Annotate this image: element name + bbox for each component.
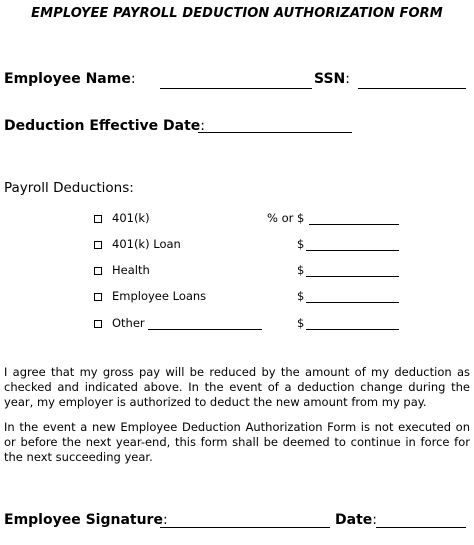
effective-date-colon: : xyxy=(200,118,206,134)
ssn-label: SSN xyxy=(314,71,346,87)
effective-date-label-group xyxy=(4,118,205,134)
amount-prefix-401k: % or $ xyxy=(267,211,305,225)
amount-field-other[interactable] xyxy=(306,329,399,330)
ssn-label-group xyxy=(314,71,350,87)
deduction-label-401k-loan: 401(k) Loan xyxy=(112,237,181,251)
amount-prefix-employee-loans: $ xyxy=(297,289,305,303)
amount-field-health[interactable] xyxy=(306,276,399,277)
signature-field[interactable] xyxy=(160,527,330,528)
checkbox-health[interactable] xyxy=(94,267,102,275)
checkbox-other[interactable] xyxy=(94,320,102,328)
checkbox-401k-loan[interactable] xyxy=(94,241,102,249)
payroll-deductions-heading: Payroll Deductions: xyxy=(4,180,134,196)
agreement-paragraph-2: In the event a new Employee Deduction Authorization Form is not executed on or before the next year-end, this form shall be deemed to continue in force for the next succeeding year. xyxy=(4,420,470,464)
employee-name-colon: : xyxy=(130,71,136,87)
form-title: EMPLOYEE PAYROLL DEDUCTION AUTHORIZATION FORM xyxy=(31,6,443,21)
signature-label: Employee Signature xyxy=(4,512,163,528)
amount-field-401k-loan[interactable] xyxy=(306,250,399,251)
signature-colon: : xyxy=(162,512,168,528)
amount-field-401k[interactable] xyxy=(309,224,399,225)
employee-name-label-group xyxy=(4,71,136,87)
amount-prefix-401k-loan: $ xyxy=(297,237,305,251)
deduction-label-401k: 401(k) xyxy=(112,211,150,225)
amount-prefix-other: $ xyxy=(297,316,305,330)
date-label-group xyxy=(335,512,377,528)
amount-prefix-health: $ xyxy=(297,263,305,277)
amount-field-employee-loans[interactable] xyxy=(306,302,399,303)
effective-date-field[interactable] xyxy=(198,132,352,133)
checkbox-employee-loans[interactable] xyxy=(94,293,102,301)
date-label: Date xyxy=(335,512,373,528)
deduction-label-other: Other xyxy=(112,316,145,330)
ssn-colon: : xyxy=(345,71,350,87)
ssn-field[interactable] xyxy=(358,88,466,89)
date-colon: : xyxy=(372,512,377,528)
checkbox-401k[interactable] xyxy=(94,215,102,223)
agreement-paragraph-1: I agree that my gross pay will be reduced by the amount of my deduction as checked and indicated above. In the event of a deduction change during the year, my employer is authorized to deduct the new amount from my pay. xyxy=(4,365,470,409)
effective-date-label: Deduction Effective Date xyxy=(4,118,201,134)
other-description-field[interactable] xyxy=(148,329,262,330)
date-field[interactable] xyxy=(376,527,466,528)
employee-name-label: Employee Name xyxy=(4,71,131,87)
deduction-label-employee-loans: Employee Loans xyxy=(112,289,207,303)
employee-name-field[interactable] xyxy=(160,88,312,89)
deduction-label-health: Health xyxy=(112,263,150,277)
signature-label-group xyxy=(4,512,168,528)
